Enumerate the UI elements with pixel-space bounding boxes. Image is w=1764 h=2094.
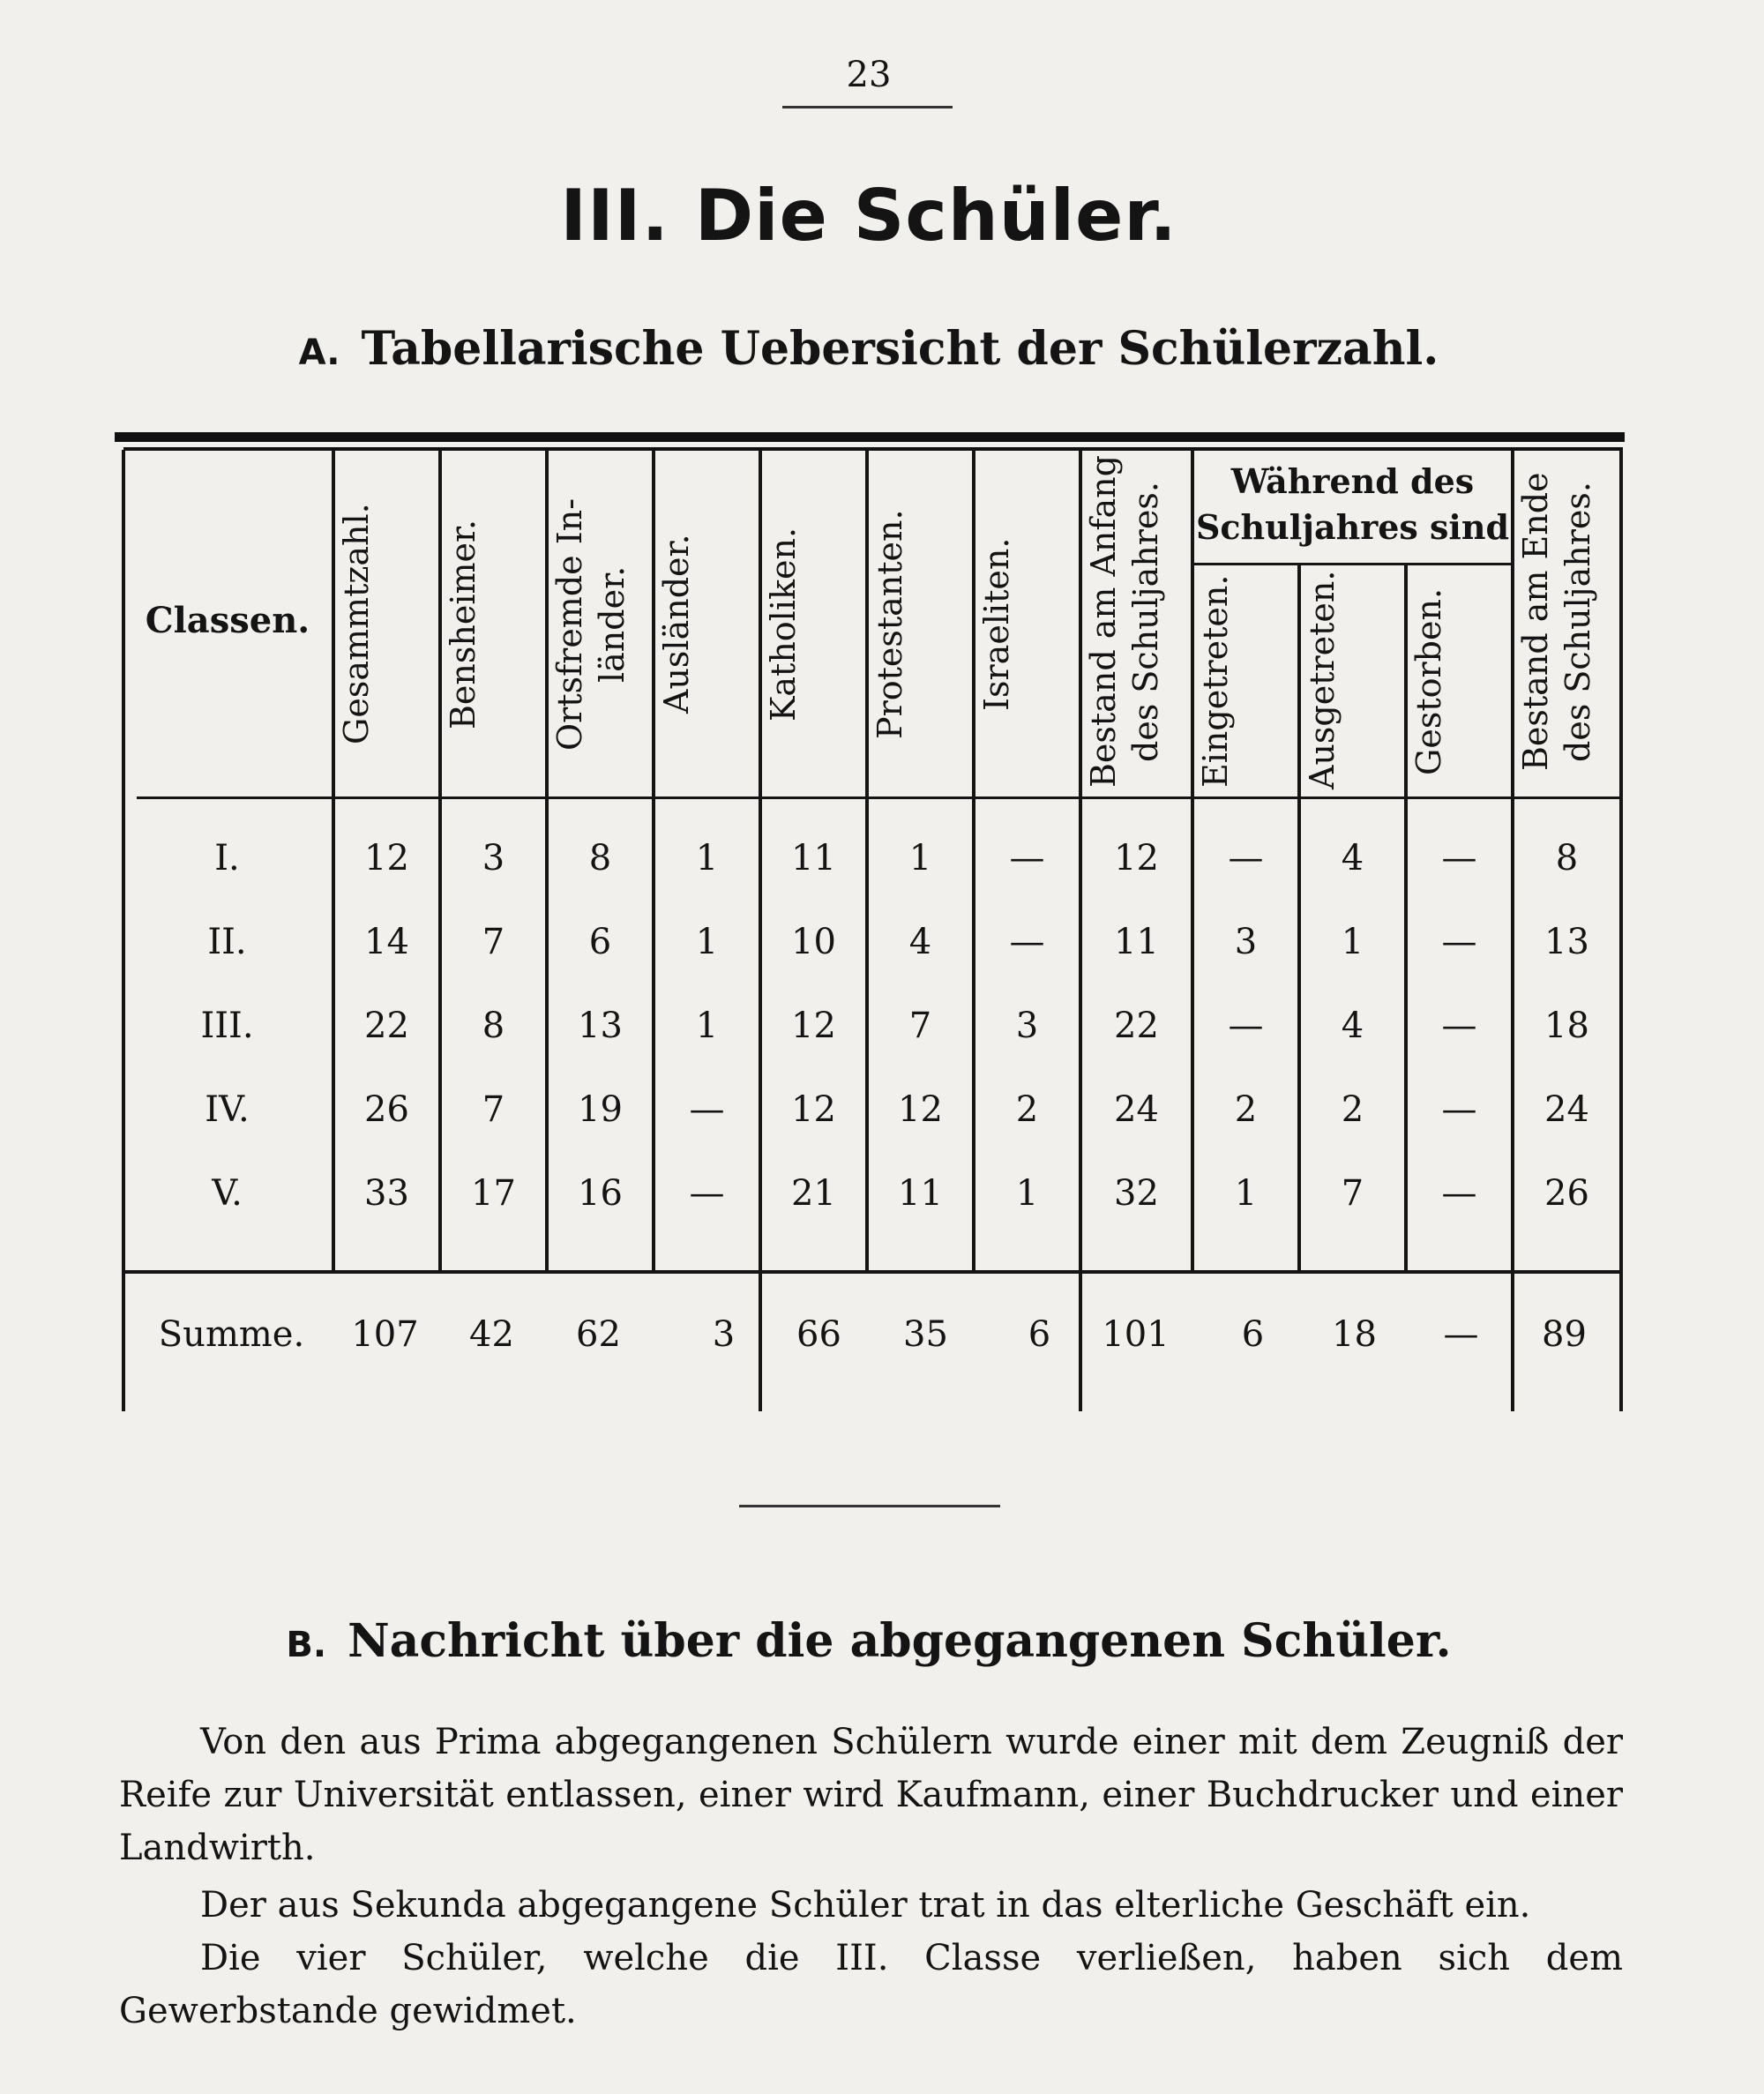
table-cell: 2 (1341, 1089, 1364, 1130)
table-cell: — (689, 1173, 725, 1214)
table-cell: 7 (908, 1006, 932, 1046)
section-b-letter: B. (286, 1625, 327, 1665)
table-cell: 1 (695, 1006, 719, 1046)
table-cell: — (1441, 1006, 1477, 1046)
table-cell: 1 (1341, 922, 1364, 962)
table-cell: 3 (1015, 1006, 1039, 1046)
sum-rule (122, 1270, 1623, 1274)
section-a-heading (0, 322, 1738, 376)
table-cell: — (1009, 838, 1045, 879)
sum-cell: 62 (576, 1314, 621, 1355)
table-cell: 24 (1114, 1089, 1159, 1130)
header-bestand-ende: Bestand am Ende des Schuljahres. (1516, 472, 1597, 772)
row-label: III. (200, 1006, 254, 1046)
table-cell: 24 (1544, 1089, 1589, 1130)
table-cell: 13 (578, 1006, 623, 1046)
table-cell: 11 (898, 1173, 943, 1214)
table-cell: 11 (791, 838, 836, 879)
header-auslaender: Ausländer. (657, 534, 696, 714)
header-ortsfremde: Ortsfremde In- länder. (550, 497, 632, 751)
table-cell: 16 (578, 1173, 623, 1214)
table-cell: 7 (482, 1089, 505, 1130)
waehrend-divider (1191, 563, 1511, 565)
sum-cell: 18 (1332, 1314, 1377, 1355)
section-a-title: Tabellarische Uebersicht der Schülerzahl. (361, 322, 1439, 376)
table-cell: 21 (791, 1173, 836, 1214)
table-cell: 1 (908, 838, 932, 879)
table-cell: 3 (1234, 922, 1258, 962)
table-cell: 1 (1234, 1173, 1258, 1214)
sum-cell: 101 (1102, 1314, 1170, 1355)
table-cell: 1 (1015, 1173, 1039, 1214)
header-gesammtzahl: Gesammtzahl. (337, 503, 376, 745)
header-ausgetreten: Ausgetreten. (1303, 570, 1342, 789)
table-cell: — (1228, 1006, 1264, 1046)
header-israeliten: Israeliten. (977, 537, 1016, 711)
header-protestanten: Protestanten. (871, 509, 909, 739)
header-katholiken: Katholiken. (764, 527, 803, 722)
table-cell: 12 (898, 1089, 943, 1130)
sum-cell: 66 (796, 1314, 841, 1355)
table-cell: — (689, 1089, 725, 1130)
table-cell: 3 (482, 838, 505, 879)
header-eingetreten: Eingetreten. (1196, 574, 1235, 789)
table-cell: 26 (364, 1089, 409, 1130)
sum-cell: 6 (1028, 1314, 1051, 1355)
paragraph-sekunda: Der aus Sekunda abgegangene Schüler trat in das elterliche Geschäft ein. (200, 1885, 1531, 1926)
table-cell: — (1228, 838, 1264, 879)
table-cell: 33 (364, 1173, 409, 1214)
sum-cell: 35 (903, 1314, 948, 1355)
table-cell: — (1441, 1173, 1477, 1214)
table-cell: 1 (695, 922, 719, 962)
table-cell: — (1009, 922, 1045, 962)
table-cell: — (1441, 838, 1477, 879)
paragraph-prima: Von den aus Prima abgegangenen Schülern wurde einer mit dem Zeugniß der Reife zur Universität entlassen, einer wird Kaufmann, einer Buchdrucker und einer Landwirth. (119, 1722, 1623, 1868)
table-cell: — (1441, 922, 1477, 962)
table-cell: 7 (482, 922, 505, 962)
row-label: V. (212, 1173, 243, 1214)
table-cell: 12 (791, 1089, 836, 1130)
column-line (1619, 450, 1623, 1411)
table-cell: 12 (364, 838, 409, 879)
table-top-rule (123, 447, 1623, 451)
table-cell: 11 (1114, 922, 1159, 962)
row-label: IV. (205, 1089, 250, 1130)
table-cell: 17 (471, 1173, 516, 1214)
header-bensheimer: Bensheimer. (444, 519, 482, 729)
header-bottom-rule (137, 796, 1619, 799)
header-waehrend: Während des Schuljahres sind (1195, 461, 1510, 547)
table-cell: 10 (791, 922, 836, 962)
header-classes: Classen. (145, 600, 310, 641)
page-number: 23 (846, 55, 892, 95)
row-label: II. (207, 922, 247, 962)
table-cell: 8 (588, 838, 612, 879)
table-cell: 14 (364, 922, 409, 962)
table-cell: 6 (588, 922, 612, 962)
table-cell: 4 (908, 922, 932, 962)
table-cell: 8 (1555, 838, 1579, 879)
table-cell: — (1441, 1089, 1477, 1130)
sum-cell: 6 (1241, 1314, 1265, 1355)
header-gestorben: Gestorben. (1409, 587, 1448, 775)
page-title: III. Die Schüler. (560, 175, 1177, 257)
column-line (122, 450, 125, 1411)
table-cell: 22 (364, 1006, 409, 1046)
page-number-rule (782, 106, 953, 108)
table-cell: 13 (1544, 922, 1589, 962)
section-separator-rule (739, 1505, 1000, 1507)
table-cell: 12 (791, 1006, 836, 1046)
table-cell: 12 (1114, 838, 1159, 879)
table-cell: 32 (1114, 1173, 1159, 1214)
header-bestand-anfang: Bestand am Anfang des Schuljahres. (1084, 455, 1165, 789)
sum-label: Summe. (158, 1314, 305, 1355)
section-a-letter: A. (298, 333, 340, 373)
table-cell: 2 (1234, 1089, 1258, 1130)
sum-cell: 42 (469, 1314, 514, 1355)
table-cell: 26 (1544, 1173, 1589, 1214)
table-cell: 7 (1341, 1173, 1364, 1214)
sum-cell: — (1443, 1314, 1479, 1355)
table-cell: 8 (482, 1006, 505, 1046)
table-cell: 19 (578, 1089, 623, 1130)
table-cell: 1 (695, 838, 719, 879)
section-b-title: Nachricht über die abgegangenen Schüler. (348, 1614, 1452, 1668)
paragraph-class-three: Die vier Schüler, welche die III. Classe verließen, haben sich dem Gewerbstande gewidmet. (119, 1938, 1623, 2031)
table-cell: 4 (1341, 838, 1364, 879)
table-cell: 18 (1544, 1006, 1589, 1046)
row-label: I. (214, 838, 240, 879)
section-b-heading (0, 1614, 1738, 1668)
table-top-rule-thick (115, 432, 1625, 442)
table-cell: 22 (1114, 1006, 1159, 1046)
table-cell: 2 (1015, 1089, 1039, 1130)
sum-cell: 89 (1542, 1314, 1587, 1355)
sum-cell: 3 (712, 1314, 736, 1355)
sum-cell: 107 (351, 1314, 419, 1355)
table-cell: 4 (1341, 1006, 1364, 1046)
